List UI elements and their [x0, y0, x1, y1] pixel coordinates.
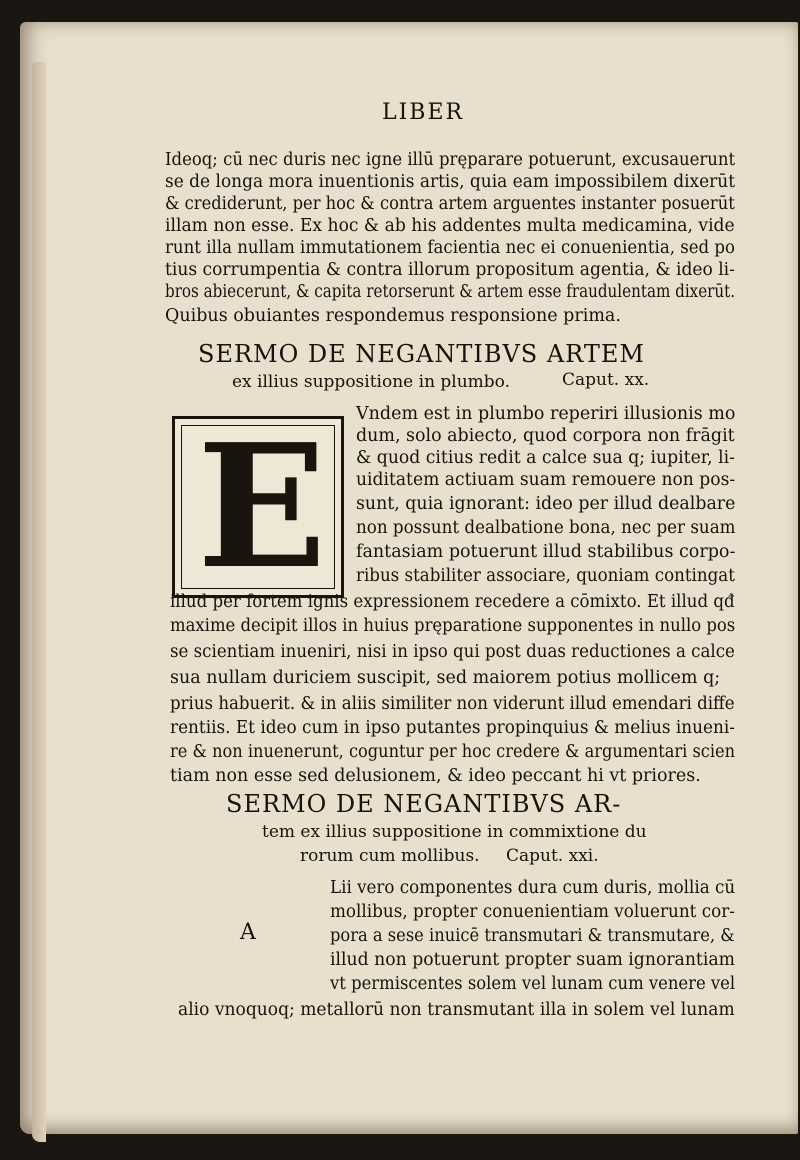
text-line: Lii vero componentes dura cum duris, mollia cū — [330, 878, 736, 898]
initial-letter: E — [197, 407, 327, 607]
chapter-number: Caput. xx. — [562, 370, 650, 390]
text-line: pora a sese inuicē transmutari & transmutare, & — [330, 926, 735, 946]
text-line: Vndem est in plumbo reperiri illusionis mo — [356, 404, 736, 424]
text-line: tius corrumpentia & contra illorum propositum agentia, & ideo li- — [165, 260, 735, 280]
text-line: re & non inuenerunt, coguntur per hoc credere & argumentari scien — [170, 742, 736, 762]
text-line: tiam non esse sed delusionem, & ideo peccant hi vt priores. — [170, 766, 701, 786]
text-line: sunt, quia ignorant: ideo per illud dealbare — [356, 494, 736, 514]
text-line: fantasiam potuerunt illud stabilibus corpo- — [356, 542, 736, 562]
text-line: runt illa nullam immutationem facientia nec ei conuenientia, sed po — [165, 238, 736, 258]
decorated-initial — [172, 407, 344, 607]
text-line: dum, solo abiecto, quod corpora non frāgit — [356, 426, 735, 446]
text-line: prius habuerit. & in aliis similiter non viderunt illud emendari diffe — [170, 694, 735, 714]
marginal-letter: A — [240, 920, 256, 945]
text-line: illud per fortem ignis expressionem recedere a cōmixto. Et illud qđ — [170, 592, 735, 612]
text-line: uiditatem actiuam suam remouere non pos- — [356, 470, 736, 490]
page-edge — [32, 62, 46, 1142]
text-line: Quibus obuiantes respondemus responsione prima. — [165, 306, 621, 326]
chapter-subheading: rorum cum mollibus. — [300, 846, 480, 866]
text-line: vt permiscentes solem vel lunam cum venere vel — [330, 974, 736, 994]
running-header: LIBER — [382, 100, 465, 125]
text-line: illud non potuerunt propter suam ignorantiam — [330, 950, 736, 970]
text-line: se scientiam inueniri, nisi in ipso qui post duas reductiones a calce — [170, 642, 735, 662]
chapter-heading: SERMO DE NEGANTIBVS AR- — [226, 790, 622, 818]
text-line: illam non esse. Ex hoc & ab his addentes multa medicamina, vide — [165, 216, 735, 236]
chapter-heading: SERMO DE NEGANTIBVS ARTEM — [198, 340, 645, 368]
text-line: alio vnoquoq; metallorū non transmutant illa in solem vel lunam — [178, 1000, 735, 1020]
text-line: Ideoq; cū nec duris nec igne illū pręparare potuerunt, excusauerunt — [165, 150, 736, 170]
text-line: mollibus, propter conuenientiam voluerunt cor- — [330, 902, 735, 922]
text-line: & crediderunt, per hoc & contra artem arguentes instanter posuerūt — [165, 194, 735, 214]
text-line: ribus stabiliter associare, quoniam contingat — [356, 566, 735, 586]
text-line: sua nullam duriciem suscipit, sed maiorem potius mollicem q; — [170, 668, 721, 688]
text-line: rentiis. Et ideo cum in ipso putantes propinquius & melius inueni- — [170, 718, 735, 738]
chapter-subheading: tem ex illius suppositione in commixtione du — [262, 822, 647, 842]
chapter-number: Caput. xxi. — [506, 846, 599, 866]
text-line: & quod citius redit a calce sua q; iupiter, li- — [356, 448, 735, 468]
text-line: maxime decipit illos in huius pręparatione supponentes in nullo pos — [170, 616, 736, 636]
chapter-subheading: ex illius suppositione in plumbo. — [232, 372, 511, 392]
text-line: non possunt dealbatione bona, nec per suam — [356, 518, 736, 538]
text-line: se de longa mora inuentionis artis, quia eam impossibilem dixerūt — [165, 172, 736, 192]
text-line: bros abiecerunt, & capita retorserunt & artem esse fraudulentam dixerūt. — [165, 282, 736, 302]
